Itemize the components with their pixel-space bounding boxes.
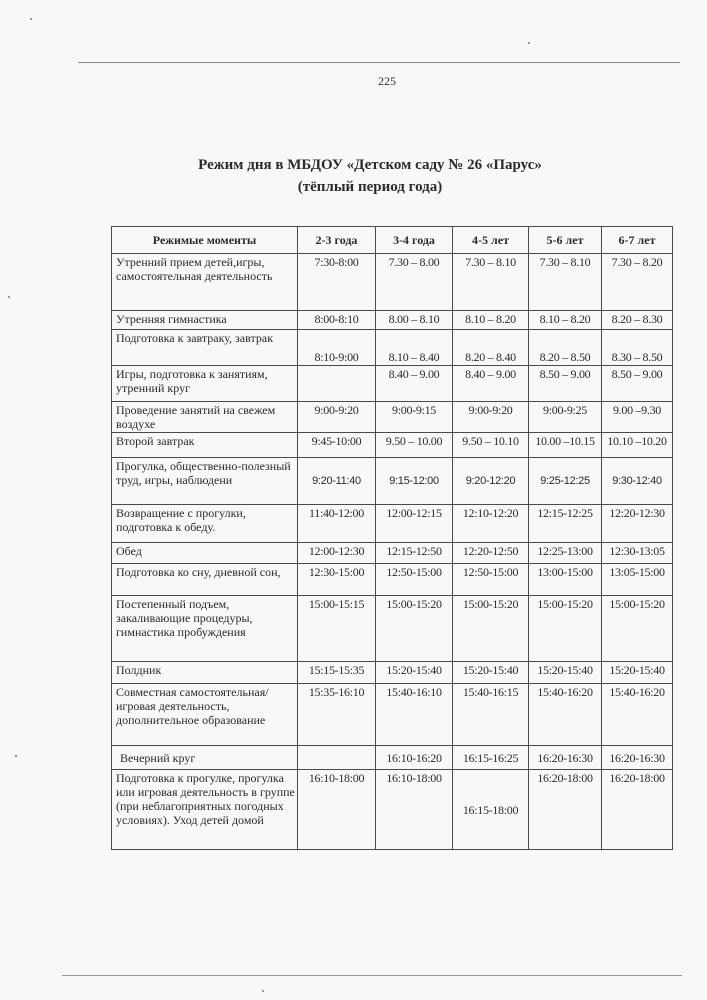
activity-label: Второй завтрак (112, 433, 298, 458)
table-row (112, 505, 673, 543)
time-cell: 15:00-15:20 (376, 596, 453, 662)
activity-label: Утренний прием детей,игры, самостоятельная деятельность (112, 254, 298, 311)
time-cell: 12:50-15:00 (376, 564, 453, 596)
time-cell: 9:45-10:00 (298, 433, 376, 458)
header-cell: 3-4 года (376, 227, 453, 254)
activity-label: Полдник (112, 662, 298, 684)
header-cell: 4-5 лет (453, 227, 529, 254)
time-cell: 9:20-12:20 (453, 458, 529, 505)
header-cell: 2-3 года (298, 227, 376, 254)
time-cell: 8:10-9:00 (298, 330, 376, 366)
page-subtitle: (тёплый период года) (297, 179, 443, 195)
time-cell: 16:10-18:00 (298, 770, 376, 850)
time-cell: 8.40 – 9.00 (453, 366, 529, 402)
time-cell: 15:00-15:15 (298, 596, 376, 662)
table-header-row (112, 227, 673, 254)
activity-label: Постепенный подъем, закаливающие процедуры, гимнастика пробуждения (112, 596, 298, 662)
time-cell: 16:20-18:00 (602, 770, 673, 850)
table-row (112, 770, 673, 850)
page-number: 225 (378, 74, 396, 88)
time-cell: 12:30-13:05 (602, 543, 673, 564)
time-cell: 15:35-16:10 (298, 684, 376, 746)
time-cell: 12:15-12:50 (376, 543, 453, 564)
activity-label: Вечерний круг (112, 746, 298, 770)
time-cell: 9:00-9:20 (298, 402, 376, 433)
time-cell: 8.10 – 8.40 (376, 330, 453, 366)
table-row (112, 564, 673, 596)
time-cell: 16:20-16:30 (602, 746, 673, 770)
time-cell: 8.40 – 9.00 (376, 366, 453, 402)
time-cell: 7.30 – 8.10 (529, 254, 602, 311)
time-cell: 8.00 – 8.10 (376, 311, 453, 330)
time-cell: 16:15-18:00 (453, 770, 529, 850)
table-row (112, 596, 673, 662)
time-cell: 13:05-15:00 (602, 564, 673, 596)
time-cell: 9:00-9:15 (376, 402, 453, 433)
time-cell: 10.10 –10.20 (602, 433, 673, 458)
time-cell: 8.50 – 9.00 (529, 366, 602, 402)
time-cell: 9.00 –9.30 (602, 402, 673, 433)
time-cell: 12:20-12:50 (453, 543, 529, 564)
activity-label: Обед (112, 543, 298, 564)
time-cell: 9:15-12:00 (376, 458, 453, 505)
table-row (112, 543, 673, 564)
time-cell: 16:10-16:20 (376, 746, 453, 770)
bottom-rule (62, 975, 682, 976)
schedule-table (111, 226, 673, 850)
time-cell: 16:15-16:25 (453, 746, 529, 770)
time-cell: 8.10 – 8.20 (453, 311, 529, 330)
scan-speck (30, 18, 32, 20)
time-cell: 12:50-15:00 (453, 564, 529, 596)
time-cell: 7.30 – 8.10 (453, 254, 529, 311)
page-title: Режим дня в МБДОУ «Детском саду № 26 «Парус» (198, 157, 542, 173)
time-cell: 8.20 – 8.40 (453, 330, 529, 366)
activity-label: Подготовка к прогулке, прогулка или игровая деятельность в группе (при неблагоприятных погодных условиях). Уход детей домой (112, 770, 298, 850)
time-cell: 9:00-9:20 (453, 402, 529, 433)
scan-speck (15, 755, 17, 757)
activity-label: Возвращение с прогулки, подготовка к обеду. (112, 505, 298, 543)
time-cell: 15:00-15:20 (602, 596, 673, 662)
table-row (112, 330, 673, 366)
time-cell: 8.20 – 8.50 (529, 330, 602, 366)
scan-speck (262, 990, 264, 992)
table-row (112, 366, 673, 402)
time-cell: 9.50 – 10.10 (453, 433, 529, 458)
activity-label: Игры, подготовка к занятиям, утренний круг (112, 366, 298, 402)
activity-label: Утренняя гимнастика (112, 311, 298, 330)
time-cell: 9:00-9:25 (529, 402, 602, 433)
activity-label: Подготовка к завтраку, завтрак (112, 330, 298, 366)
time-cell: 15:20-15:40 (602, 662, 673, 684)
time-cell: 15:00-15:20 (529, 596, 602, 662)
time-cell: 13:00-15:00 (529, 564, 602, 596)
time-cell: 7.30 – 8.00 (376, 254, 453, 311)
time-cell: 9:30-12:40 (602, 458, 673, 505)
time-cell (298, 366, 376, 402)
header-cell: Режимые моменты (112, 227, 298, 254)
time-cell: 16:10-18:00 (376, 770, 453, 850)
time-cell: 12:25-13:00 (529, 543, 602, 564)
activity-label: Проведение занятий на свежем воздухе (112, 402, 298, 433)
time-cell: 7:30-8:00 (298, 254, 376, 311)
time-cell: 11:40-12:00 (298, 505, 376, 543)
time-cell: 8.30 – 8.50 (602, 330, 673, 366)
table-row (112, 311, 673, 330)
time-cell: 12:15-12:25 (529, 505, 602, 543)
time-cell: 12:10-12:20 (453, 505, 529, 543)
table-row (112, 746, 673, 770)
table-row (112, 458, 673, 505)
table-row (112, 254, 673, 311)
time-cell: 15:20-15:40 (376, 662, 453, 684)
activity-label: Прогулка, общественно-полезный труд, игры, наблюдени (112, 458, 298, 505)
scan-speck (8, 296, 10, 298)
activity-label: Совместная самостоятельная/игровая деятельность, дополнительное образование (112, 684, 298, 746)
time-cell: 8.10 – 8.20 (529, 311, 602, 330)
header-cell: 6-7 лет (602, 227, 673, 254)
time-cell: 7.30 – 8.20 (602, 254, 673, 311)
time-cell: 15:40-16:20 (529, 684, 602, 746)
time-cell: 10.00 –10.15 (529, 433, 602, 458)
time-cell: 15:20-15:40 (453, 662, 529, 684)
time-cell: 8.20 – 8.30 (602, 311, 673, 330)
time-cell: 12:20-12:30 (602, 505, 673, 543)
time-cell: 9.50 – 10.00 (376, 433, 453, 458)
time-cell: 16:20-18:00 (529, 770, 602, 850)
time-cell: 12:00-12:30 (298, 543, 376, 564)
time-cell: 15:40-16:20 (602, 684, 673, 746)
table-row (112, 684, 673, 746)
top-rule (78, 62, 680, 63)
table-row (112, 662, 673, 684)
time-cell: 15:15-15:35 (298, 662, 376, 684)
time-cell: 8:00-8:10 (298, 311, 376, 330)
time-cell: 15:00-15:20 (453, 596, 529, 662)
header-cell: 5-6 лет (529, 227, 602, 254)
time-cell: 15:40-16:15 (453, 684, 529, 746)
time-cell: 9:20-11:40 (298, 458, 376, 505)
time-cell: 15:20-15:40 (529, 662, 602, 684)
table-row (112, 402, 673, 433)
time-cell: 15:40-16:10 (376, 684, 453, 746)
time-cell: 9:25-12:25 (529, 458, 602, 505)
table-row (112, 433, 673, 458)
time-cell: 12:30-15:00 (298, 564, 376, 596)
time-cell: 12:00-12:15 (376, 505, 453, 543)
time-cell: 16:20-16:30 (529, 746, 602, 770)
time-cell (298, 746, 376, 770)
activity-label: Подготовка ко сну, дневной сон, (112, 564, 298, 596)
scan-speck (528, 42, 530, 44)
time-cell: 8.50 – 9.00 (602, 366, 673, 402)
